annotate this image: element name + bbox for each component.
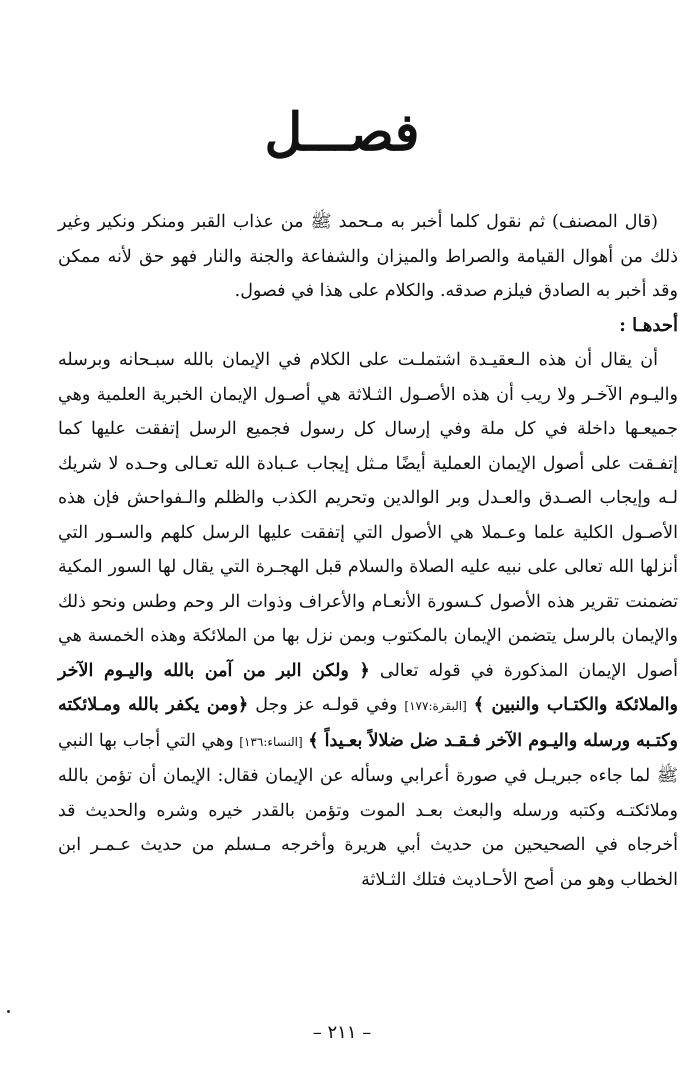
body-text-part-2: وفي قولـه عز وجل bbox=[255, 695, 398, 715]
section-label: أحدهـا : bbox=[619, 314, 678, 336]
quran-quote-1: ﴿ ولكن البر من آمن بالله واليـوم الآخر والملائكة والكتـاب والنبين ﴾ bbox=[58, 660, 678, 715]
body-text bbox=[58, 205, 678, 897]
quran-reference-2: [النساء:١٣٦] bbox=[239, 734, 303, 749]
chapter-heading-text: فصـــل bbox=[264, 102, 420, 163]
scan-speck bbox=[7, 1010, 10, 1013]
main-paragraph bbox=[58, 343, 678, 897]
page-number: – ٢١١ – bbox=[312, 1022, 372, 1043]
chapter-heading bbox=[0, 98, 684, 168]
intro-paragraph: (قال المصنف) ثم نقول كلما أخبر به مـحمد ﷺ من عذاب القبر ومنكر ونكير وغير ذلك من أهوال القيامة والصراط والميزان والشفاعة والجنة والنار فهو حق لأنه ممكن وقد أخبر به الصادق فيلزم صدقه. والكلام على هذا في فصول. bbox=[58, 212, 678, 301]
quran-reference-1: [البقرة:١٧٧] bbox=[404, 699, 467, 713]
body-text-part-3: وهي التي أجاب بها النبي ﷺ لما جاءه جبريـل في صورة أعرابي وسأله عن الإيمان فقال: الإيمان أن تؤمن بالله وملائكتـه وكتبه ورسله والبعث بعـد الموت وتؤمن بالقدر خيره وشره والحديث قد أخرجاه في الصحيحين من حديث أبي هريرة وأخرجه مـسلم من حديث عـمـر ابن الخطاب وهو من أصح الأحـاديث فتلك الثـلاثة bbox=[58, 730, 678, 890]
body-text-part-1: أن يقال أن هذه الـعقيـدة اشتملـت على الكلام في الإيمان بالله سبـحانه وبرسله واليـوم الآخـر ولا ريب أن هذه الأصـول الثـلاثة هي أصـول الإيمان الخبرية العلمية وهي جميعـها داخلة في كل ملة وفي إرسال كل رسول فجميع الرسل إتفقت عليها كما إتفـقت على أصول الإيمان العملية أيضًا مـثل إيجاب عـبادة الله تعـالى وحـده لا شريك لـه وإيجاب الصـدق والعـدل وبر الوالدين وتحريم الكذب والظلم والـفواحش فإن هذه الأصـول الكلية علما وعـملا هي الأصول التي إتفقت عليها الرسل كلهم والسـور التي أنزلها الله تعالى على نبيه عليه الصلاة والسلام قبل الهجـرة التي يقال لها السور المكية تضمنت تقرير هذه الأصول كـسورة الأنعـام والأعراف وذوات الر وحم وطس ونحو ذلك والإيمان بالرسل يتضمن الإيمان بالمكتوب وبمن نزل بها من الملائكة وهذه الخمسة هي أصول الإيمان المذكورة في قوله تعالى bbox=[58, 350, 678, 681]
quran-quote-2: ﴿ومن يكفر بالله ومـلائكته وكتـبه ورسله واليـوم الآخر فـقـد ضل ضلالاً بعـيداً ﴾ bbox=[58, 695, 678, 751]
